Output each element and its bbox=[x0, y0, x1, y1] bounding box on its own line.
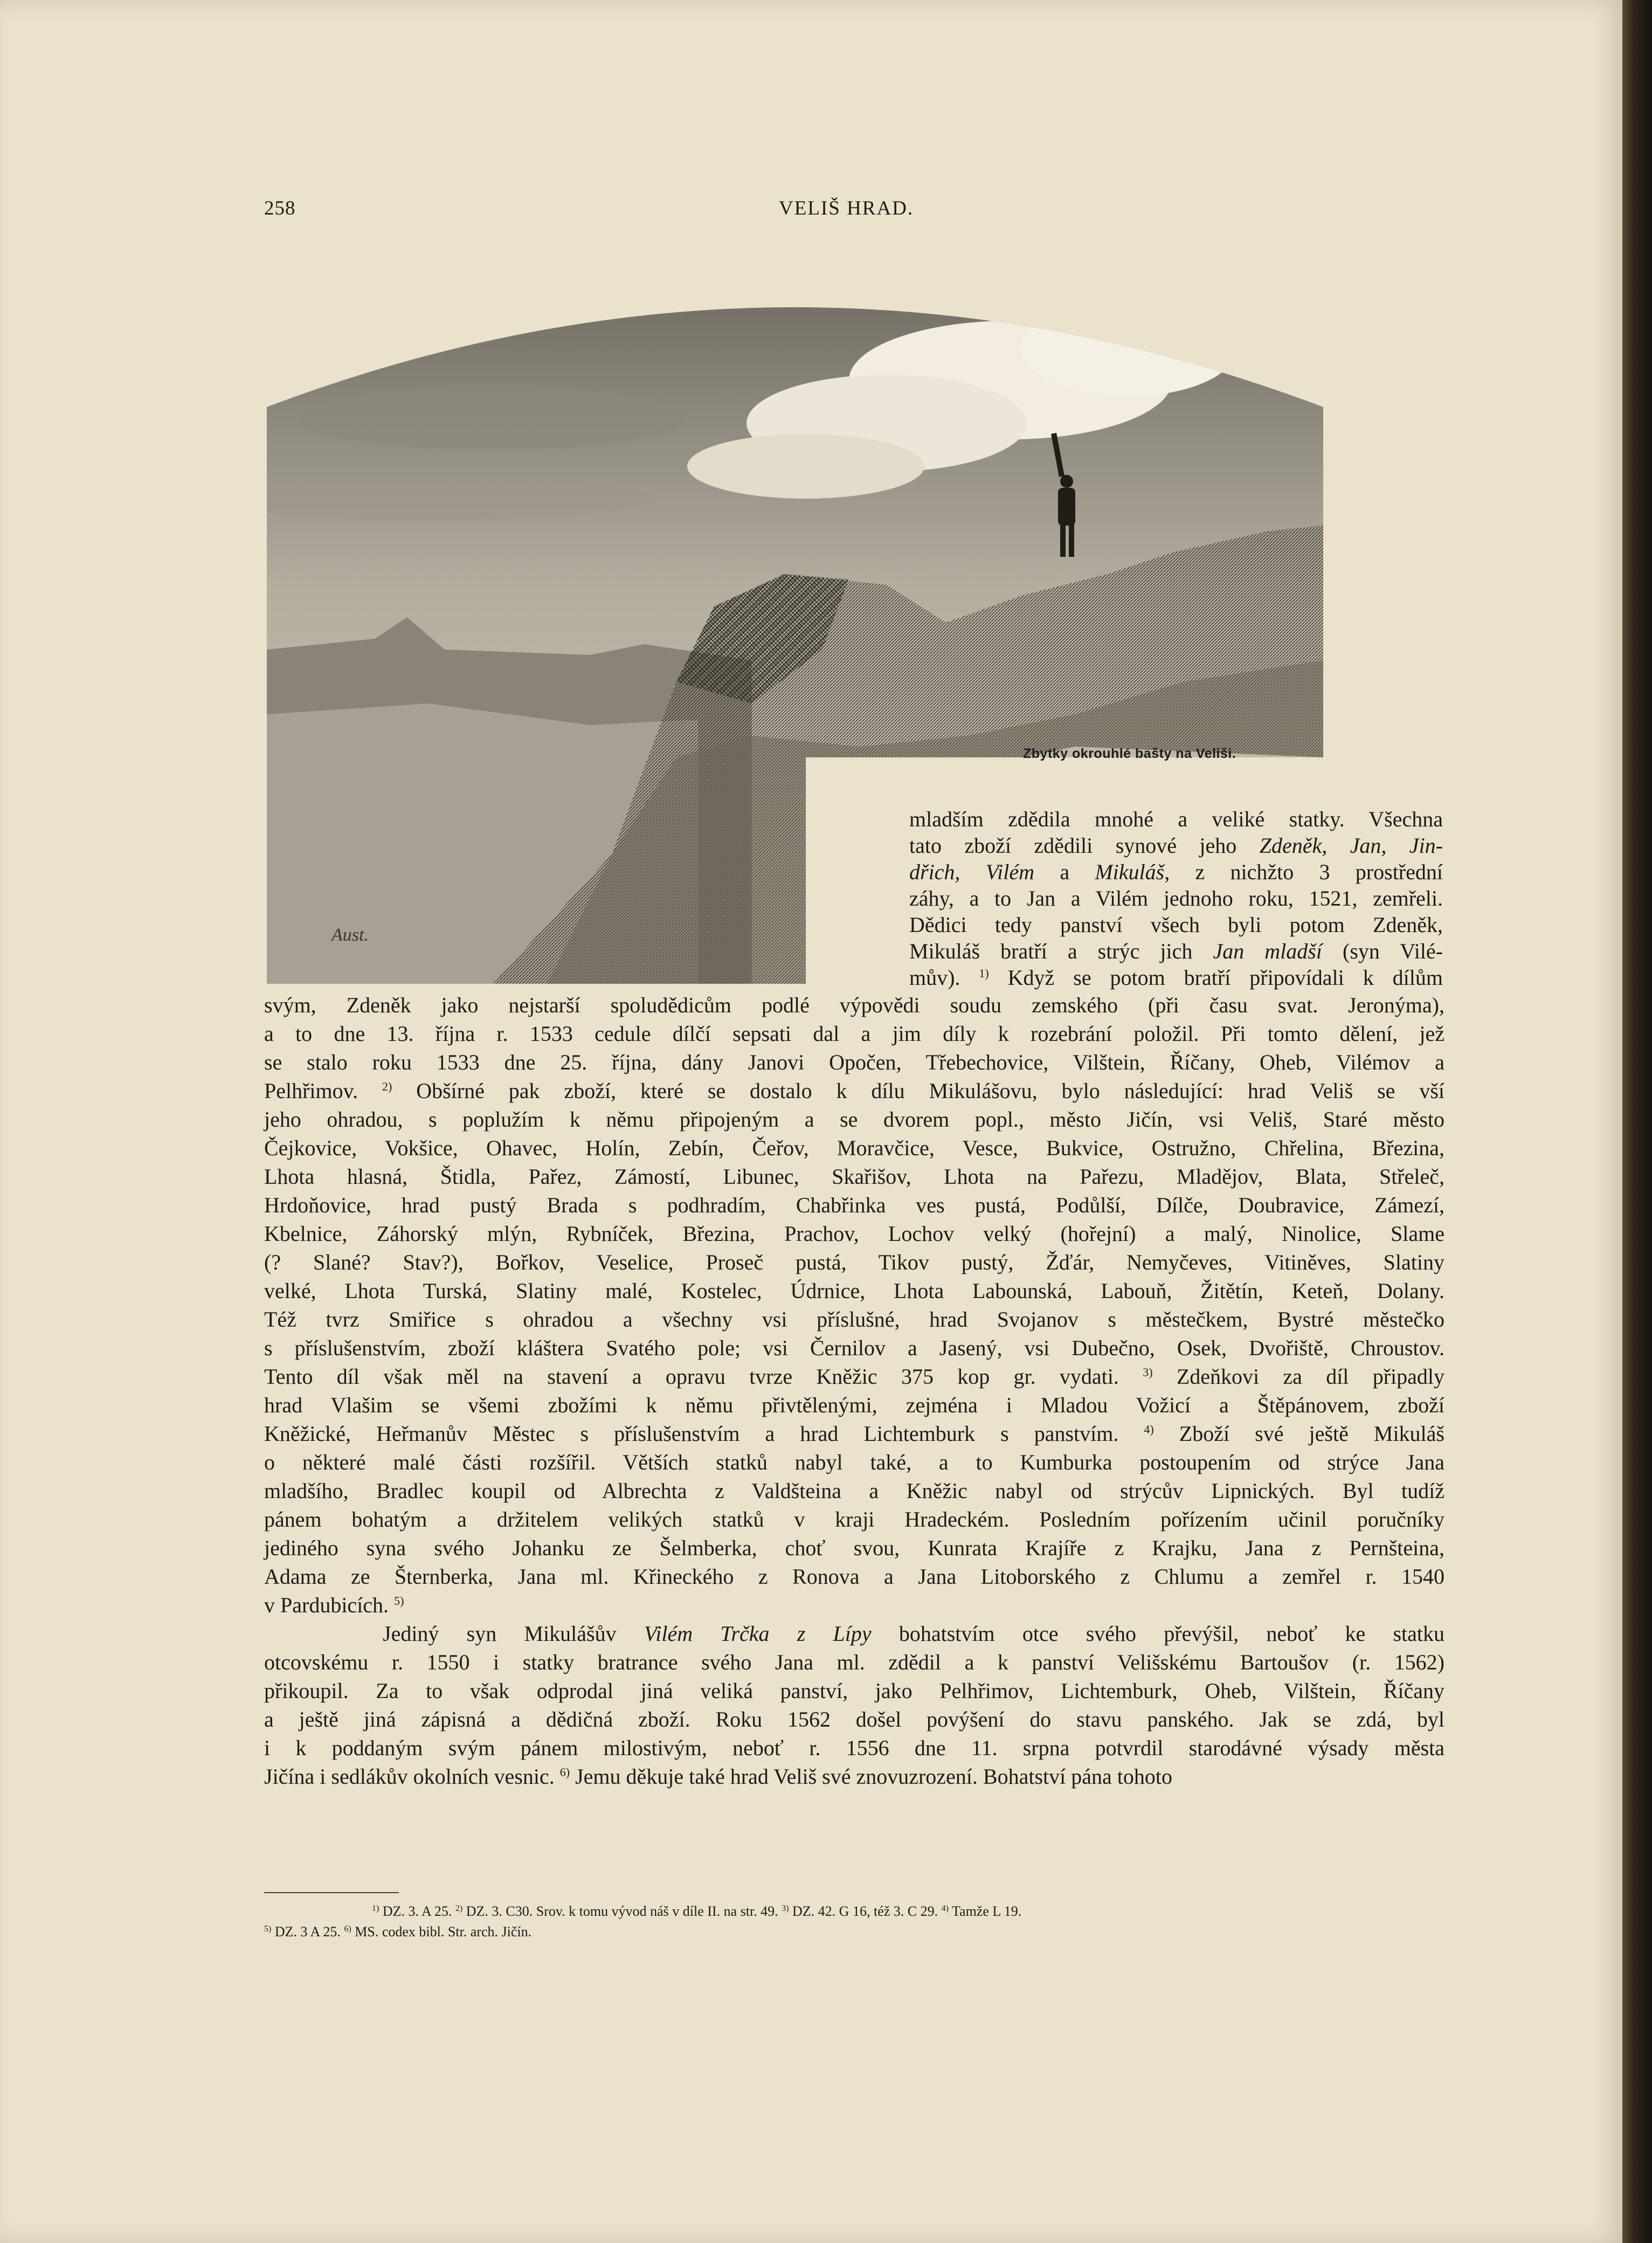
artist-signature: Aust. bbox=[331, 925, 369, 945]
text-line: svým, Zdeněk jako nejstarší spoludědicům podlé výpovědi soudu zemského (při času svat. Jeronýma), bbox=[264, 993, 1444, 1017]
text-line: otcovskému r. 1550 i statky bratrance svého Jana ml. zdědil a k panství Velišskému Bartoušov (r. 1562) bbox=[264, 1650, 1444, 1674]
text-line: a to dne 13. října r. 1533 cedule dílčí sepsati dal a jim díly k rozebrání položil. Při tomto dělení, jež bbox=[264, 1022, 1444, 1046]
text-line: jediného syna svého Johanku ze Šelmberka, choť svou, Kunrata Krajíře z Krajku, Jana z Pernšteina, bbox=[264, 1536, 1444, 1560]
text-line: mladšího, Bradlec koupil od Albrechta z Valdšteina a Kněžic nabyl od strýcův Lipnických. Byl tudíž bbox=[264, 1479, 1444, 1503]
figure-caption: Zbytky okrouhlé bašty na Veliši. bbox=[1023, 746, 1236, 761]
text-line: tato zboží zdědili synové jeho Zdeněk, Jan, Jin- bbox=[909, 833, 1443, 858]
text-line: Hrdoňovice, hrad pustý Brada s podhradím, Chabřinka ves pustá, Podůlší, Dílče, Doubravice, Zámezí, bbox=[264, 1193, 1444, 1217]
text-line: Jediný syn Mikulášův Vilém Trčka z Lípy bohatstvím otce svého převýšil, neboť ke statku bbox=[383, 1621, 1444, 1646]
text-line: (? Slané? Stav?), Bořkov, Veselice, Proseč pustá, Tikov pustý, Žďár, Nemyčeves, Vitiněves, Slatiny bbox=[264, 1250, 1444, 1274]
text-line: Čejkovice, Vokšice, Ohavec, Holín, Zebín, Čeřov, Moravčice, Vesce, Bukvice, Ostružno, Chřelina, Březina, bbox=[264, 1136, 1444, 1160]
text-line: pánem bohatým a držitelem velikých statků v kraji Hradeckém. Posledním pořízením učinil poručníky bbox=[264, 1507, 1444, 1531]
text-line: o některé malé části rozšířil. Větších statků nabyl také, a to Kumburka postoupením od strýce Jana bbox=[264, 1450, 1444, 1474]
text-line: Jičína i sedlákův okolních vesnic. $^{6)}$ Jemu děkuje také hrad Veliš své znovuzrození. Bohatství pána tohoto bbox=[264, 1764, 1172, 1789]
text-line: i k poddaným svým pánem milostivým, neboť r. 1556 dne 11. srpna potvrdil starodávné výsady města bbox=[264, 1736, 1444, 1760]
text-line: Též tvrz Smiřice s ohradou a všechny vsi příslušné, hrad Svojanov s městečkem, Bystré městečko bbox=[264, 1307, 1444, 1331]
text-line: Pelhřimov. $^{2)}$ Obšírné pak zboží, které se dostalo k dílu Mikulášovu, bylo následující: hrad Veliš se vší bbox=[264, 1079, 1445, 1103]
text-line: v Pardubicích. $^{5)}$ bbox=[264, 1593, 404, 1617]
footnote-line: $^{1)}$ DZ. 3. A 25. $^{2)}$ DZ. 3. C30. Srov. k tomu vývod náš v díle II. na str. 49. $^{3)}$ DZ. 42. G 16, též 3. C 29. $^{4)}$ Tamže L 19. bbox=[372, 1903, 1022, 1919]
text-line: mův). $^{1)}$ Když se potom bratří připovídali k dílům bbox=[909, 965, 1443, 990]
text-line: Kbelnice, Záhorský mlýn, Rybníček, Březina, Prachov, Lochov velký (hořejní) a malý, Ninolice, Slame bbox=[264, 1221, 1444, 1246]
running-title: VELIŠ HRAD. bbox=[779, 197, 914, 219]
text-line: jeho ohradou, s poplužím k němu připojeným a se dvorem popl., město Jičín, vsi Veliš, Staré město bbox=[264, 1107, 1444, 1131]
text-line: Lhota hlasná, Štidla, Pařez, Zámostí, Libunec, Skařišov, Lhota na Pařezu, Mladějov, Blata, Střeleč, bbox=[264, 1164, 1444, 1189]
page-number: 258 bbox=[264, 197, 296, 219]
text-line: a ještě jiná zápisná a dědičná zboží. Roku 1562 došel povýšení do stavu panského. Jak se zdá, byl bbox=[264, 1707, 1444, 1731]
text-line: Mikuláš bratří a strýc jich Jan mladší (syn Vilé- bbox=[909, 939, 1443, 963]
book-spine-edge bbox=[1622, 0, 1652, 2243]
text-line: se stalo roku 1533 dne 25. října, dány Janovi Opočen, Třebechovice, Vilštein, Říčany, Oheb, Vilémov a bbox=[264, 1050, 1444, 1074]
footnote-divider bbox=[264, 1892, 399, 1893]
text-line: s příslušenstvím, zboží kláštera Svatého pole; vsi Černilov a Jasený, vsi Dubečno, Osek, Dvořiště, Chroustov. bbox=[264, 1336, 1444, 1360]
footnote-line: $^{5)}$ DZ. 3 A 25. $^{6)}$ MS. codex bibl. Str. arch. Jičín. bbox=[264, 1924, 532, 1940]
text-line: dřich, Vilém a Mikuláš, z nichžto 3 prostřední bbox=[909, 860, 1443, 884]
text-line: velké, Lhota Turská, Slatiny malé, Kostelec, Údrnice, Lhota Labounská, Labouň, Žitětín, Keteň, Dolany. bbox=[264, 1279, 1444, 1303]
text-line: hrad Vlašim se všemi zbožími k němu přivtělenými, zejména i Mladou Vožicí a Štěpánovem, zboží bbox=[264, 1393, 1444, 1417]
text-line: Adama ze Šternberka, Jana ml. Křineckého z Ronova a Jana Litoborského z Chlumu a zemřel r. 1540 bbox=[264, 1564, 1444, 1589]
text-line: záhy, a to Jan a Vilém jednoho roku, 1521, zemřeli. bbox=[909, 886, 1443, 910]
text-line: Tento díl však měl na stavení a opravu tvrze Kněžic 375 kop gr. vydati. $^{3)}$ Zdeňkovi za díl připadly bbox=[264, 1364, 1445, 1389]
text-line: mladším zdědila mnohé a veliké statky. Všechna bbox=[909, 807, 1443, 831]
text-line: Dědici tedy panství všech byli potom Zdeněk, bbox=[909, 913, 1443, 937]
text-line: Kněžické, Heřmanův Městec s příslušenstvím a hrad Lichtemburk s panstvím. $^{4)}$ Zboží své ještě Mikuláš bbox=[264, 1421, 1444, 1446]
text-line: přikoupil. Za to však odprodal jiná veliká panství, jako Pelhřimov, Lichtemburk, Oheb, Vilštein, Říčany bbox=[264, 1679, 1444, 1703]
